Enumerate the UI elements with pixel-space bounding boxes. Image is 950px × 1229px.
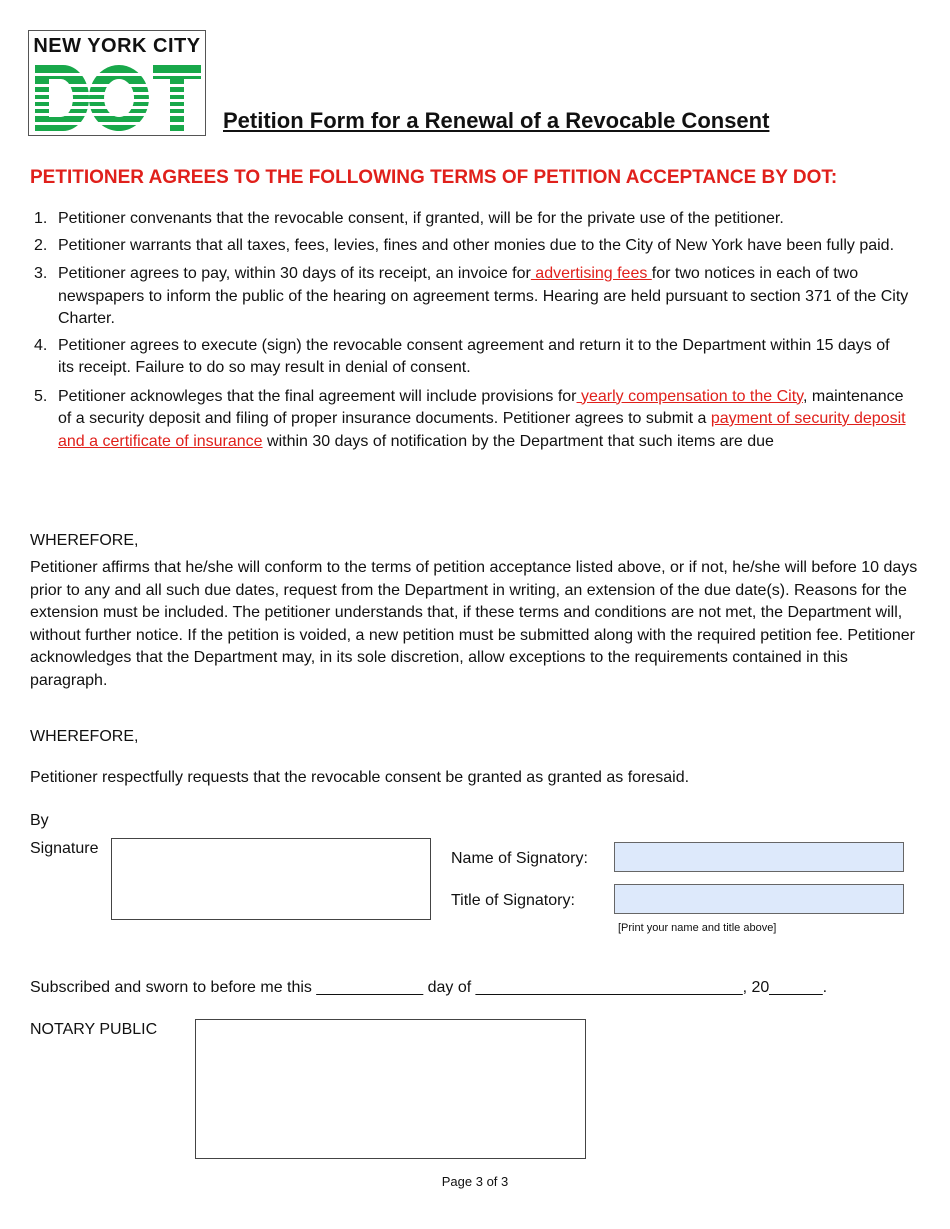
wherefore-heading: WHEREFORE, (30, 728, 139, 745)
sworn-statement: Subscribed and sworn to before me this ____________ day of ______________________________, 20______. (30, 979, 828, 996)
term-text: Petitioner agrees to execute (sign) the revocable consent agreement and return it to the Department within 15 days of its receipt. Failure to do so may result in denial of consent. (58, 336, 890, 376)
term-text: Petitioner agrees to pay, within 30 days of its receipt, an invoice for (58, 265, 531, 282)
notary-public-label: NOTARY PUBLIC (30, 1021, 158, 1038)
term-text: Petitioner convenants that the revocable consent, if granted, will be for the private use of the petitioner. (58, 210, 784, 227)
name-of-signatory-label: Name of Signatory: (451, 850, 588, 867)
list-item (30, 235, 910, 258)
nyc-dot-logo (28, 30, 206, 136)
yearly-compensation-link[interactable]: yearly compensation to the City (576, 387, 803, 405)
wherefore-heading: WHEREFORE, (30, 532, 139, 549)
notary-box[interactable] (195, 1019, 586, 1159)
document-title: Petition Form for a Renewal of a Revocable Consent (223, 108, 770, 133)
list-item (30, 263, 910, 331)
by-label: By (30, 812, 49, 829)
item-number: 3. (34, 265, 48, 282)
term-text: within 30 days of notification by the Department that such items are due (262, 432, 774, 450)
term-text: for two notices in each of two newspapers to inform the public of the hearing on agreement terms. Hearing are held pursuant to section 371 of the City Charter. (58, 265, 909, 327)
title-of-signatory-label: Title of Signatory: (451, 892, 575, 909)
page-number: Page 3 of 3 (441, 1174, 509, 1189)
list-item (30, 335, 910, 380)
item-number: 2. (34, 236, 48, 254)
item-number: 4. (34, 336, 48, 354)
logo-city-text: NEW YORK CITY (33, 35, 201, 57)
security-deposit-link[interactable]: payment of security deposit and a certificate of insurance (58, 410, 906, 450)
title-of-signatory-input[interactable] (614, 884, 904, 914)
print-name-hint: [Print your name and title above] (618, 922, 777, 934)
advertising-fees-link[interactable]: advertising fees (530, 265, 652, 282)
list-item (30, 208, 910, 231)
terms-list (30, 208, 910, 457)
request-paragraph: Petitioner respectfully requests that the revocable consent be granted as granted as foresaid. (30, 769, 690, 786)
term-text: Petitioner warrants that all taxes, fees, levies, fines and other monies due to the City of New York have been fully paid. (58, 236, 895, 254)
affirmation-paragraph: Petitioner affirms that he/she will conform to the terms of petition acceptance listed above, or if not, he/she will before 10 days prior to any and all such due dates, request from the Department in writing, an extension of the due date(s). Reasons for the extension must be included. The petitioner understands that, if these terms and conditions are not met, the Department will, without further notice. If the petition is voided, a new petition must be submitted along with the required petition fee. Petitioner acknowledges that the Department may, in its sole discretion, allow exceptions to the requirements contained in this paragraph. (30, 559, 918, 689)
item-number: 5. (34, 387, 48, 405)
dot-logo-mark (35, 65, 201, 131)
item-number: 1. (34, 210, 48, 227)
name-of-signatory-input[interactable] (614, 842, 904, 872)
term-text: Petitioner acknowleges that the final agreement will include provisions for (58, 387, 577, 405)
terms-heading: PETITIONER AGREES TO THE FOLLOWING TERMS OF PETITION ACCEPTANCE BY DOT: (30, 167, 838, 188)
list-item (30, 386, 910, 454)
term-text: , maintenance of a security deposit and filing of proper insurance documents. Petitioner agrees to submit a (58, 387, 904, 427)
signature-label: Signature (30, 840, 99, 857)
signature-box[interactable] (111, 838, 431, 920)
